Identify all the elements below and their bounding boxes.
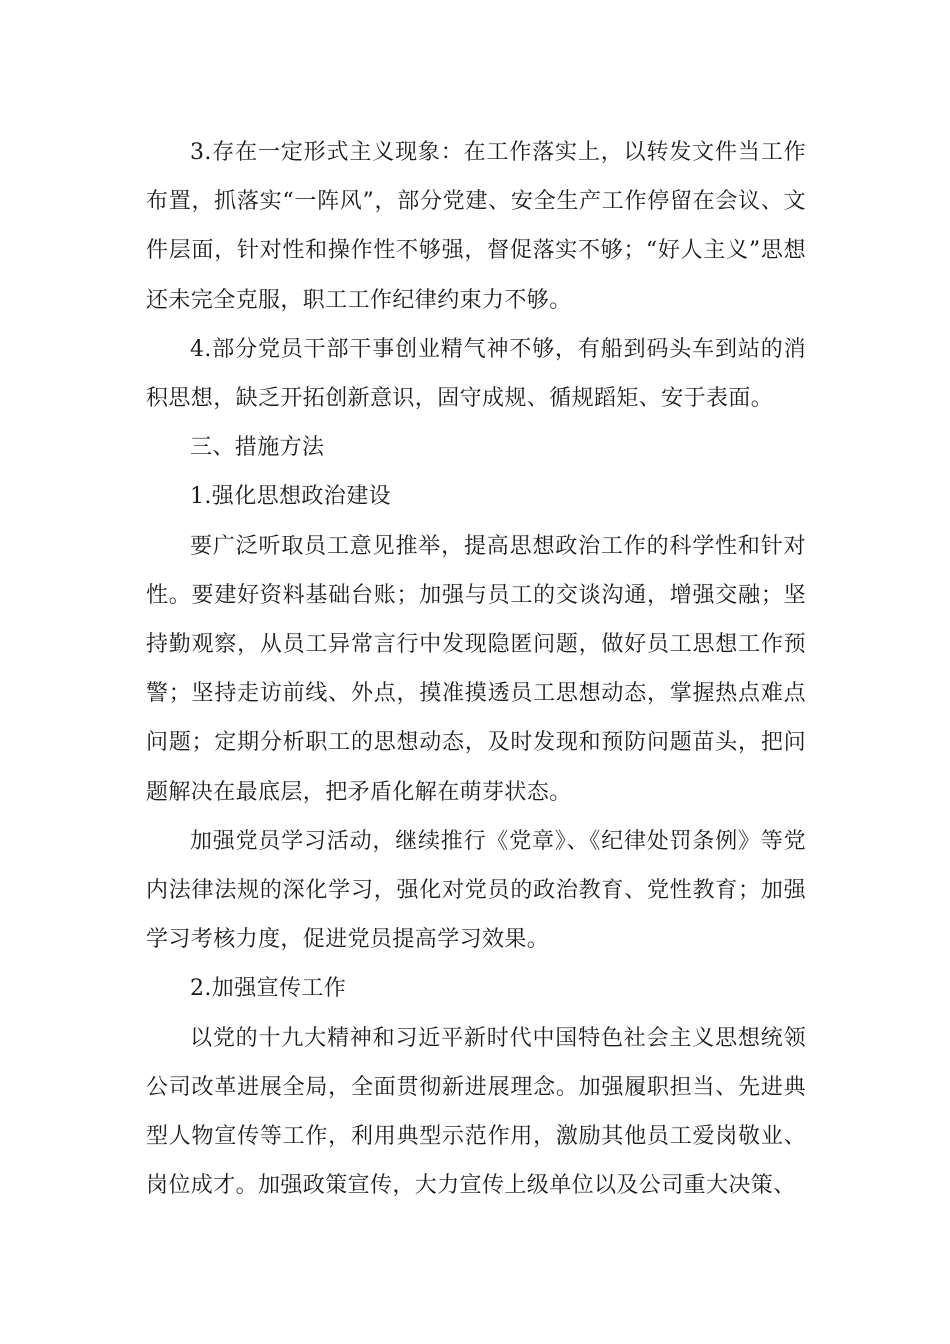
paragraph-publicity: 以党的十九大精神和习近平新时代中国特色社会主义思想统领公司改革进展全局，全面贯彻新进展理念。加强履职担当、先进典型人物宣传等工作，利用典型示范作用，激励其他员工爱岗敬业、岗位成才。加强政策宣传，大力宣传上级单位以及公司重大决策、 [146,1025,806,1199]
subheading-ideological-building: 1.强化思想政治建设 [190,484,391,510]
paragraph-item-3-formalism: 3.存在一定形式主义现象：在工作落实上，以转发文件当工作布置，抓落实“一阵风”，部分党建、安全生产工作停留在会议、文件层面，针对性和操作性不够强，督促落实不够；“好人主义”思想还未完全克服，职工工作纪律约束力不够。 [146,140,806,313]
section-heading-measures: 三、措施方法 [190,435,325,461]
paragraph-item-4-spirit: 4.部分党员干部干事创业精气神不够，有船到码头车到站的消积思想，缺乏开拓创新意识，固守成规、循规蹈矩、安于表面。 [146,336,806,412]
paragraph-ideological-work: 要广泛听取员工意见推举，提高思想政治工作的科学性和针对性。要建好资料基础台账；加强与员工的交谈沟通，增强交融；坚持勤观察，从员工异常言行中发现隐匿问题，做好员工思想工作预警；坚持走访前线、外点，摸准摸透员工思想动态，掌握热点难点问题；定期分析职工的思想动态，及时发现和预防问题苗头，把问题解决在最底层，把矛盾化解在萌芽状态。 [146,533,806,805]
paragraph-party-study: 加强党员学习活动，继续推行《党章》、《纪律处罚条例》等党内法律法规的深化学习，强化对党员的政治教育、党性教育；加强学习考核力度，促进党员提高学习效果。 [146,828,806,953]
document-body [146,128,806,1210]
subheading-publicity-work: 2.加强宣传工作 [190,976,347,1002]
